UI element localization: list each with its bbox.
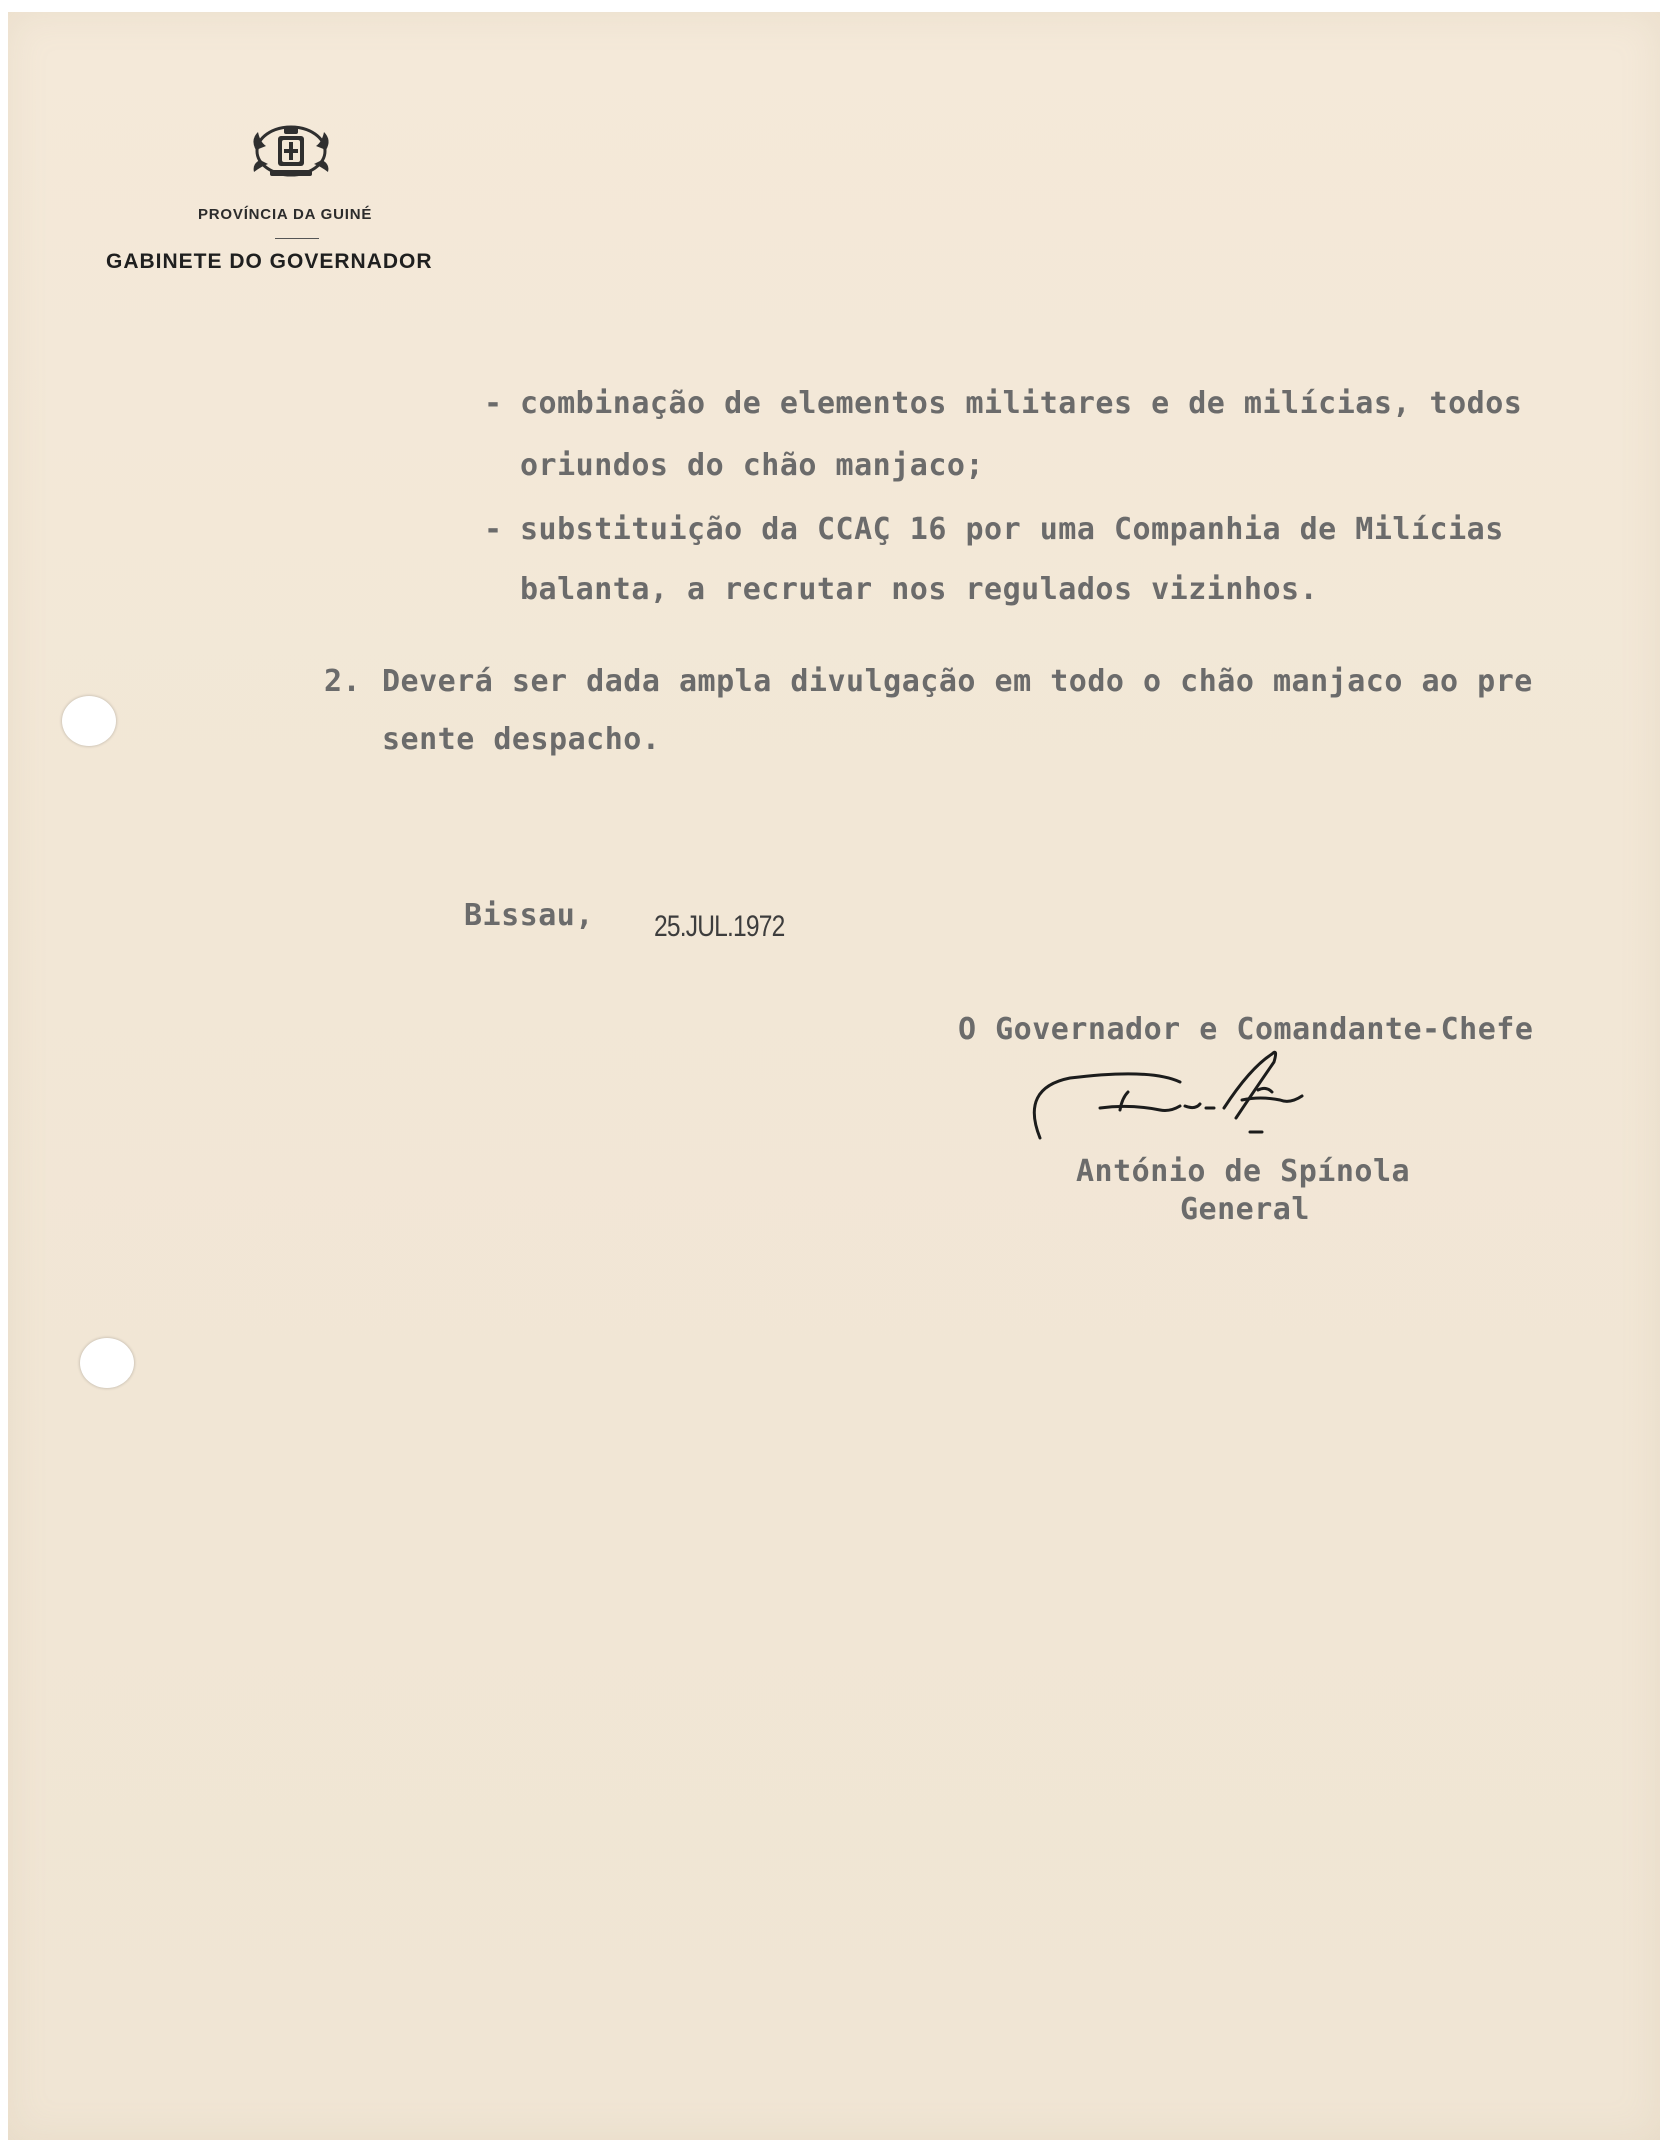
- bullet-1-line-1: combinação de elementos militares e de milícias, todos: [520, 386, 1523, 421]
- item-2-line-2: sente despacho.: [382, 722, 661, 757]
- signatory-title: O Governador e Comandante-Chefe: [958, 1012, 1534, 1047]
- coat-of-arms-icon: [248, 120, 334, 182]
- item-number: 2.: [324, 664, 362, 699]
- item-2-line-1: Deverá ser dada ampla divulgação em todo o chão manjaco ao pre: [382, 664, 1533, 699]
- bullet-marker: -: [484, 512, 503, 547]
- signatory-name: António de Spínola: [1076, 1154, 1411, 1189]
- bullet-2-line-1: substituição da CCAÇ 16 por uma Companhia de Milícias: [520, 512, 1504, 547]
- handwritten-signature: [1010, 1048, 1410, 1168]
- document-page: [8, 12, 1660, 2140]
- punch-hole: [62, 696, 116, 746]
- letterhead-divider: [275, 238, 319, 239]
- punch-hole: [80, 1338, 134, 1388]
- letterhead-province: PROVÍNCIA DA GUINÉ: [198, 206, 373, 223]
- letterhead-office: GABINETE DO GOVERNADOR: [106, 250, 433, 273]
- bullet-2-line-2: balanta, a recrutar nos regulados vizinhos.: [520, 572, 1319, 607]
- bullet-1-line-2: oriundos do chão manjaco;: [520, 448, 985, 483]
- bullet-marker: -: [484, 386, 503, 421]
- date-stamp: 25.JUL.1972: [654, 910, 785, 943]
- dateline-place: Bissau,: [464, 898, 594, 933]
- signatory-rank: General: [1180, 1192, 1310, 1227]
